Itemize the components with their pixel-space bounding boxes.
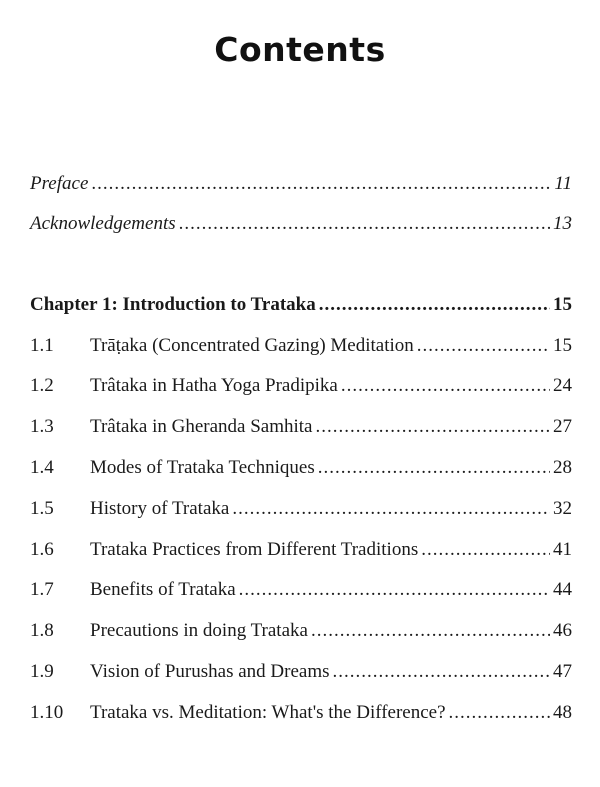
toc-entry-1-10[interactable] [30,701,572,725]
entry-title: Trāṭaka (Concentrated Gazing) Meditation [90,335,414,356]
section-number: 1.10 [30,702,64,723]
section-number: 1.2 [30,375,54,396]
dot-leader [316,415,551,439]
toc-entry-1-9[interactable] [30,660,572,684]
section-number: 1.4 [30,457,54,478]
entry-title: Trataka vs. Meditation: What's the Difference? [90,702,446,723]
entry-title: Trâtaka in Gheranda Samhita [90,416,313,437]
section-number: 1.1 [30,335,54,356]
section-number: 1.9 [30,661,54,682]
dot-leader [449,701,550,725]
dot-leader [318,456,550,480]
entry-title: Modes of Trataka Techniques [90,457,315,478]
toc-entry-chapter-1[interactable] [30,293,572,317]
entry-title: Trataka Practices from Different Traditions [90,539,419,560]
page-number: 24 [553,375,572,396]
page-number: 41 [553,539,572,560]
page-number: 47 [553,661,572,682]
page-number: 15 [553,335,572,356]
section-number: 1.5 [30,498,54,519]
section-number: 1.3 [30,416,54,437]
toc-entry-1-4[interactable] [30,456,572,480]
toc-entry-acknowledgements[interactable] [30,212,572,236]
page-number: 44 [553,579,572,600]
toc-entry-preface[interactable] [30,172,572,196]
page-number: 13 [553,213,572,234]
page-number: 48 [553,702,572,723]
toc-entry-1-2[interactable] [30,374,572,398]
dot-leader [333,660,551,684]
page-number: 32 [553,498,572,519]
dot-leader [341,374,550,398]
dot-leader [319,293,550,317]
toc-entry-1-3[interactable] [30,415,572,439]
page-number: 28 [553,457,572,478]
section-number: 1.6 [30,539,54,560]
toc-entry-1-1[interactable] [30,334,572,358]
entry-title: Acknowledgements [30,213,176,234]
page-number: 27 [553,416,572,437]
entry-title: Trâtaka in Hatha Yoga Pradipika [90,375,338,396]
dot-leader [311,619,550,643]
dot-leader [417,334,550,358]
dot-leader [232,497,550,521]
page-number: 15 [553,294,572,315]
entry-title: Chapter 1: Introduction to Trataka [30,294,316,315]
toc-entry-1-5[interactable] [30,497,572,521]
dot-leader [179,212,550,236]
entry-title: Preface [30,173,89,194]
toc-entry-1-7[interactable] [30,578,572,602]
dot-leader [239,578,550,602]
entry-title: History of Trataka [90,498,230,519]
toc-entry-1-8[interactable] [30,619,572,643]
section-number: 1.8 [30,620,54,641]
entry-title: Benefits of Trataka [90,579,236,600]
page-title: Contents [214,30,386,69]
dot-leader [91,172,551,196]
entry-title: Vision of Purushas and Dreams [90,661,330,682]
page-number: 46 [553,620,572,641]
dot-leader [421,538,550,562]
entry-title: Precautions in doing Trataka [90,620,308,641]
page-number: 11 [554,173,572,194]
section-number: 1.7 [30,579,54,600]
toc-entry-1-6[interactable] [30,538,572,562]
